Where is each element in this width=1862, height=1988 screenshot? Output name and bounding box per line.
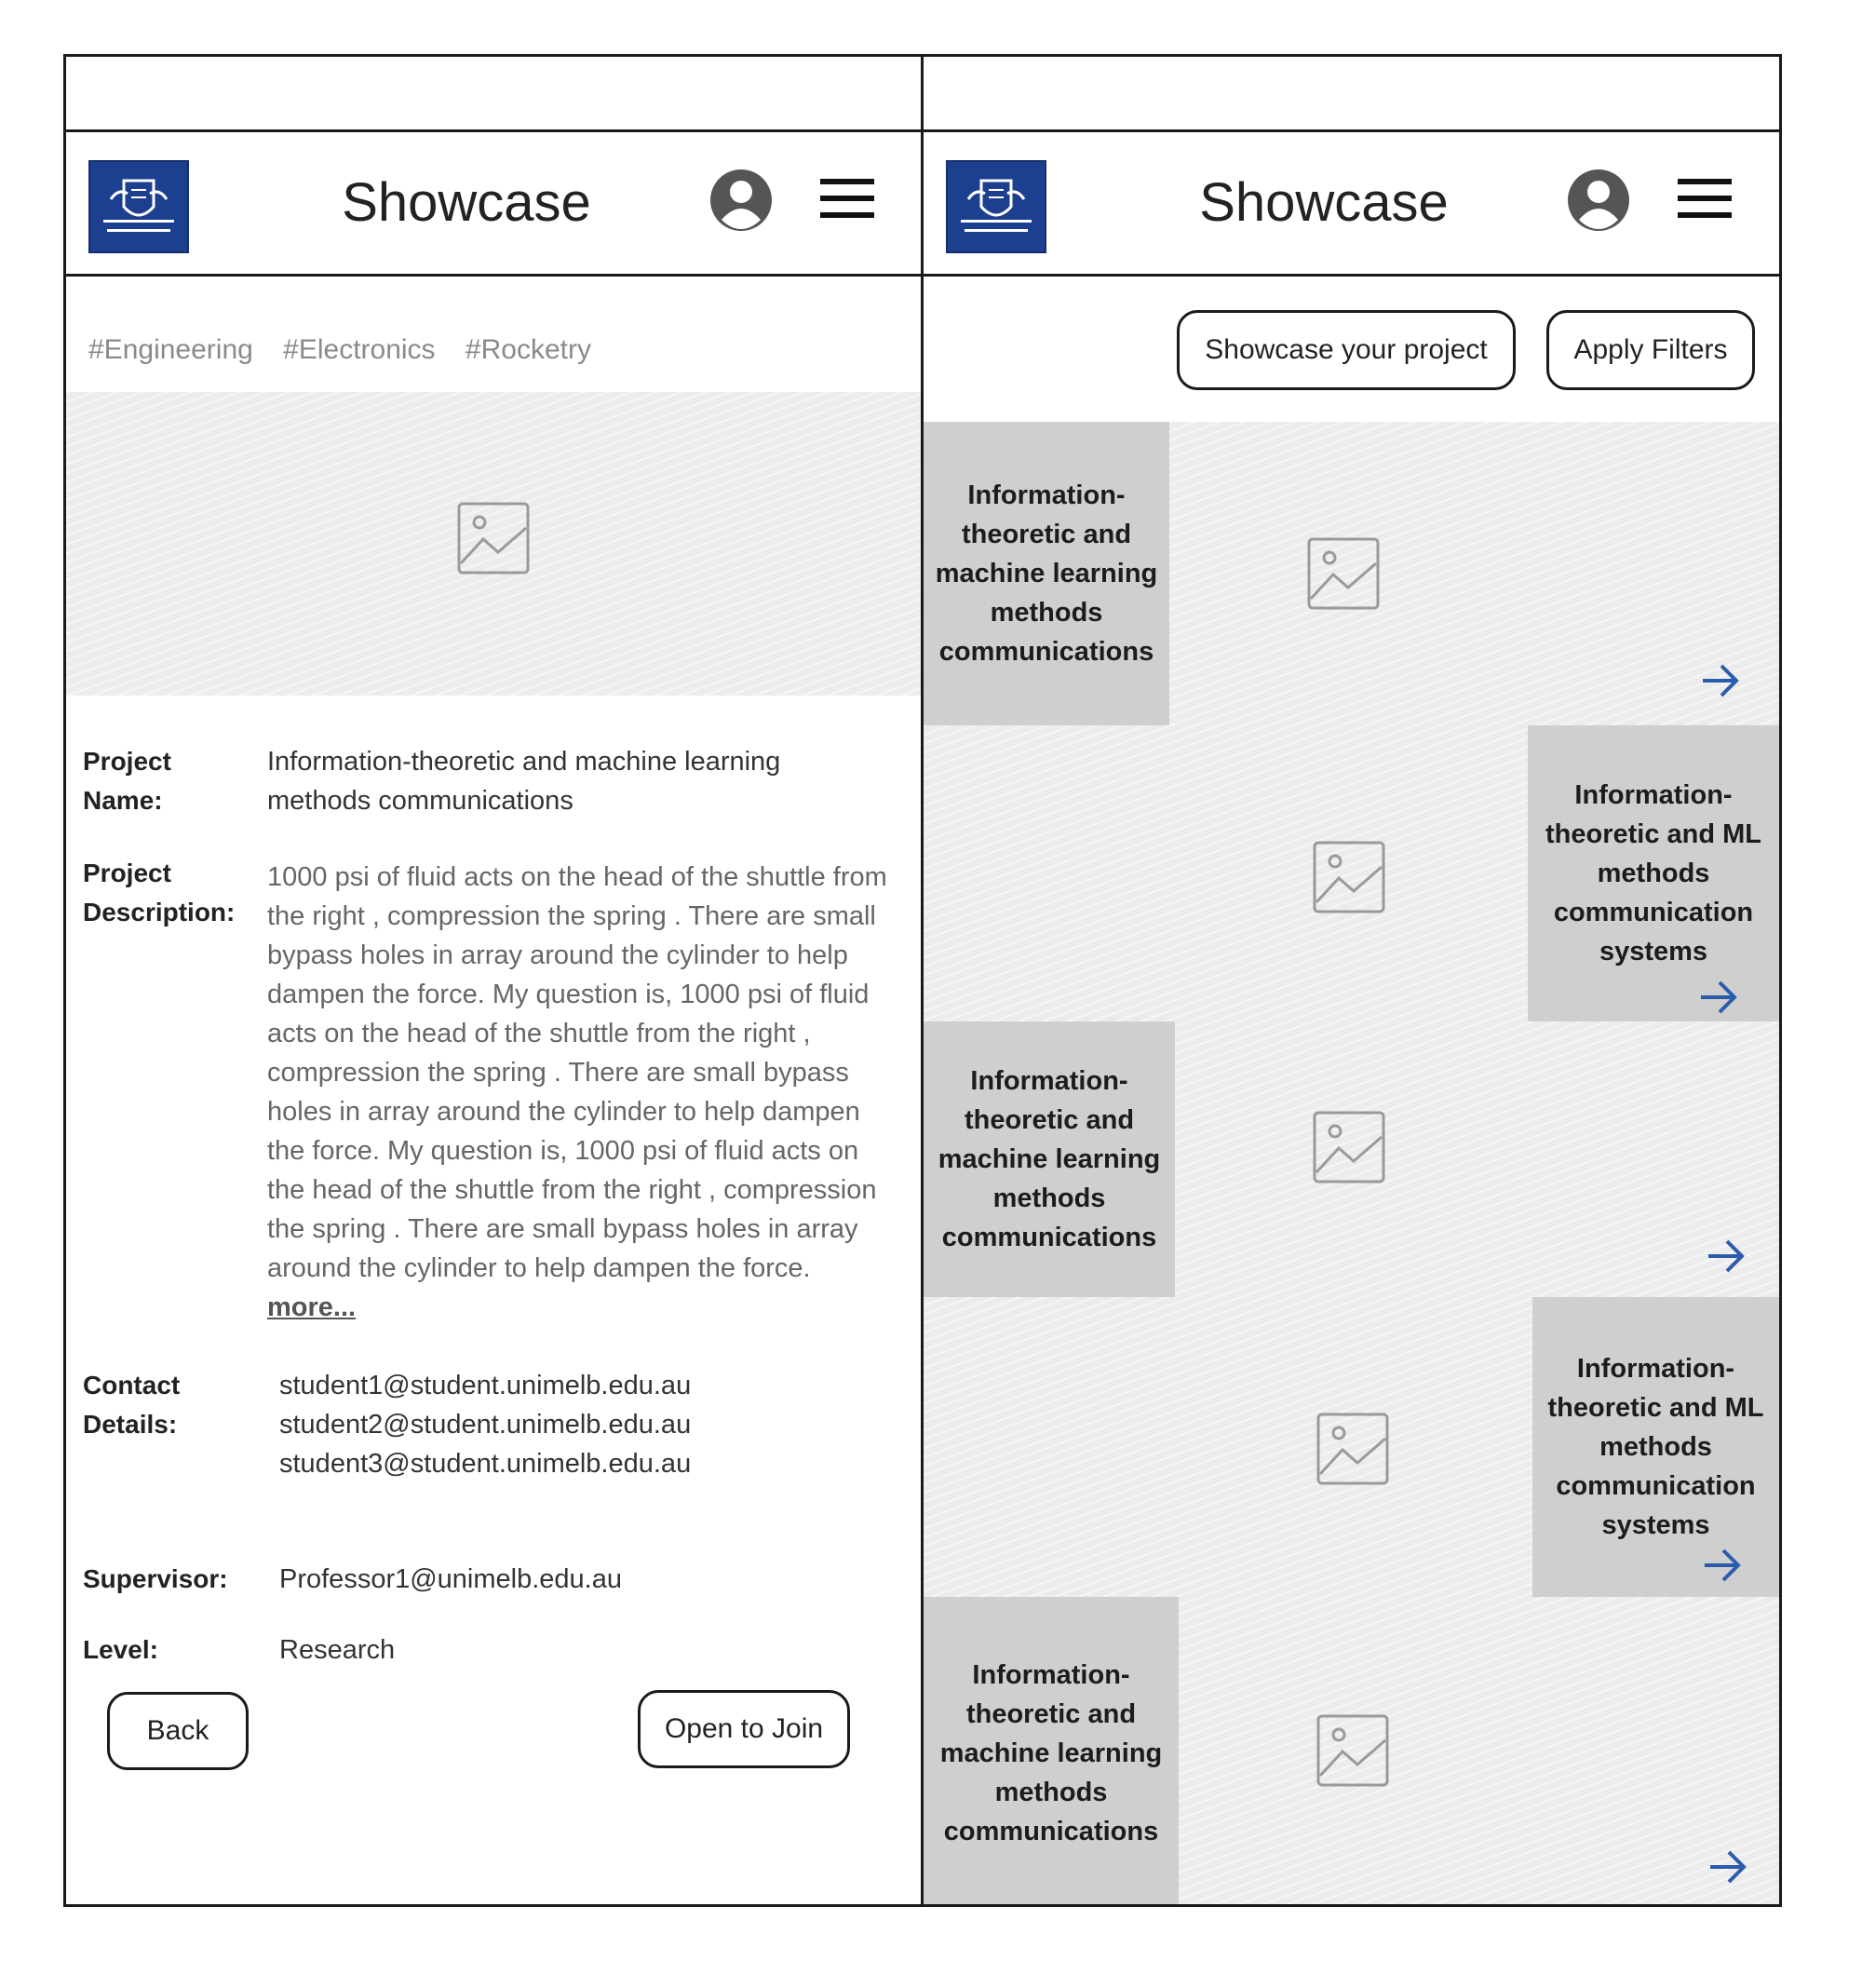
tag-electronics[interactable]: #Electronics	[283, 334, 436, 365]
image-placeholder-icon	[1316, 1714, 1389, 1787]
app-header	[66, 129, 922, 277]
image-placeholder-icon	[1316, 1413, 1389, 1485]
project-description-text: 1000 psi of fluid acts on the head of the shuttle from the right , compression the spring . There are small bypass holes in array around the cylinder to help dampen the force. My question is, 1000 psi of fluid acts on the head of the shuttle from the right , compression the spring . There are small bypass holes in array around the cylinder to help dampen the force. My question is, 1000 psi of fluid acts on the head of the shuttle from the right , compression the spring . There are small bypass holes in array around the cylinder to help dampen the force.	[267, 862, 887, 1283]
contact-email[interactable]: student2@student.unimelb.edu.au	[279, 1410, 692, 1440]
project-name-value: Information-theoretic and machine learning methods communications	[267, 747, 781, 816]
app-header	[924, 129, 1779, 277]
account-icon[interactable]	[708, 168, 774, 237]
contact-list	[279, 1366, 691, 1483]
image-placeholder-icon	[1313, 1111, 1385, 1183]
arrow-right-icon[interactable]	[1698, 979, 1739, 1016]
arrow-right-icon[interactable]	[1707, 1848, 1748, 1886]
project-detail-screen	[63, 54, 924, 1907]
project-card-title: Information-theoretic and machine learning methods communications	[924, 1597, 1179, 1907]
project-description	[267, 858, 900, 1327]
apply-filters-button[interactable]: Apply Filters	[1546, 310, 1755, 390]
image-placeholder-icon	[1307, 537, 1380, 610]
showcase-your-project-button[interactable]: Showcase your project	[1177, 310, 1516, 390]
tag-engineering[interactable]: #Engineering	[88, 334, 253, 365]
image-placeholder-icon	[1313, 841, 1385, 913]
hamburger-menu-icon[interactable]	[820, 177, 874, 224]
project-card-title: Information-theoretic and machine learning methods communications	[924, 422, 1169, 725]
project-card[interactable]	[924, 1297, 1779, 1597]
project-image	[66, 392, 922, 696]
project-description-label: Project Description:	[83, 859, 236, 926]
account-icon[interactable]	[1566, 168, 1631, 237]
university-logo[interactable]	[946, 160, 1046, 253]
supervisor-label: Supervisor:	[83, 1564, 228, 1593]
open-to-join-button[interactable]: Open to Join	[638, 1690, 850, 1768]
showcase-gallery-screen	[921, 54, 1782, 1907]
tag-list	[88, 334, 614, 366]
more-link[interactable]: more...	[267, 1292, 357, 1322]
tag-rocketry[interactable]: #Rocketry	[465, 334, 591, 365]
project-card-title: Information-theoretic and machine learning methods communications	[924, 1021, 1175, 1297]
project-card[interactable]	[924, 422, 1779, 725]
arrow-right-icon[interactable]	[1702, 1547, 1743, 1584]
app-title: Showcase	[1199, 172, 1449, 233]
university-logo[interactable]	[88, 160, 189, 253]
back-button[interactable]: Back	[107, 1692, 249, 1770]
contact-email[interactable]: student1@student.unimelb.edu.au	[279, 1371, 692, 1400]
contact-email[interactable]: student3@student.unimelb.edu.au	[279, 1449, 692, 1479]
project-card[interactable]	[924, 1597, 1779, 1907]
app-title: Showcase	[342, 172, 591, 233]
image-placeholder-icon	[457, 502, 530, 575]
level-label: Level:	[83, 1635, 158, 1664]
contact-details-label: Contact Details:	[83, 1371, 181, 1439]
level-value: Research	[279, 1635, 396, 1665]
project-card[interactable]	[924, 1021, 1779, 1297]
project-card-title: Information-theoretic and ML methods communication systems	[1528, 725, 1779, 1021]
project-card-title: Information-theoretic and ML methods communication systems	[1532, 1297, 1779, 1597]
hamburger-menu-icon[interactable]	[1678, 177, 1732, 224]
project-name-label: Project Name:	[83, 747, 171, 815]
arrow-right-icon[interactable]	[1706, 1237, 1747, 1275]
project-card[interactable]	[924, 725, 1779, 1021]
supervisor-email[interactable]: Professor1@unimelb.edu.au	[279, 1564, 622, 1594]
arrow-right-icon[interactable]	[1700, 662, 1741, 699]
